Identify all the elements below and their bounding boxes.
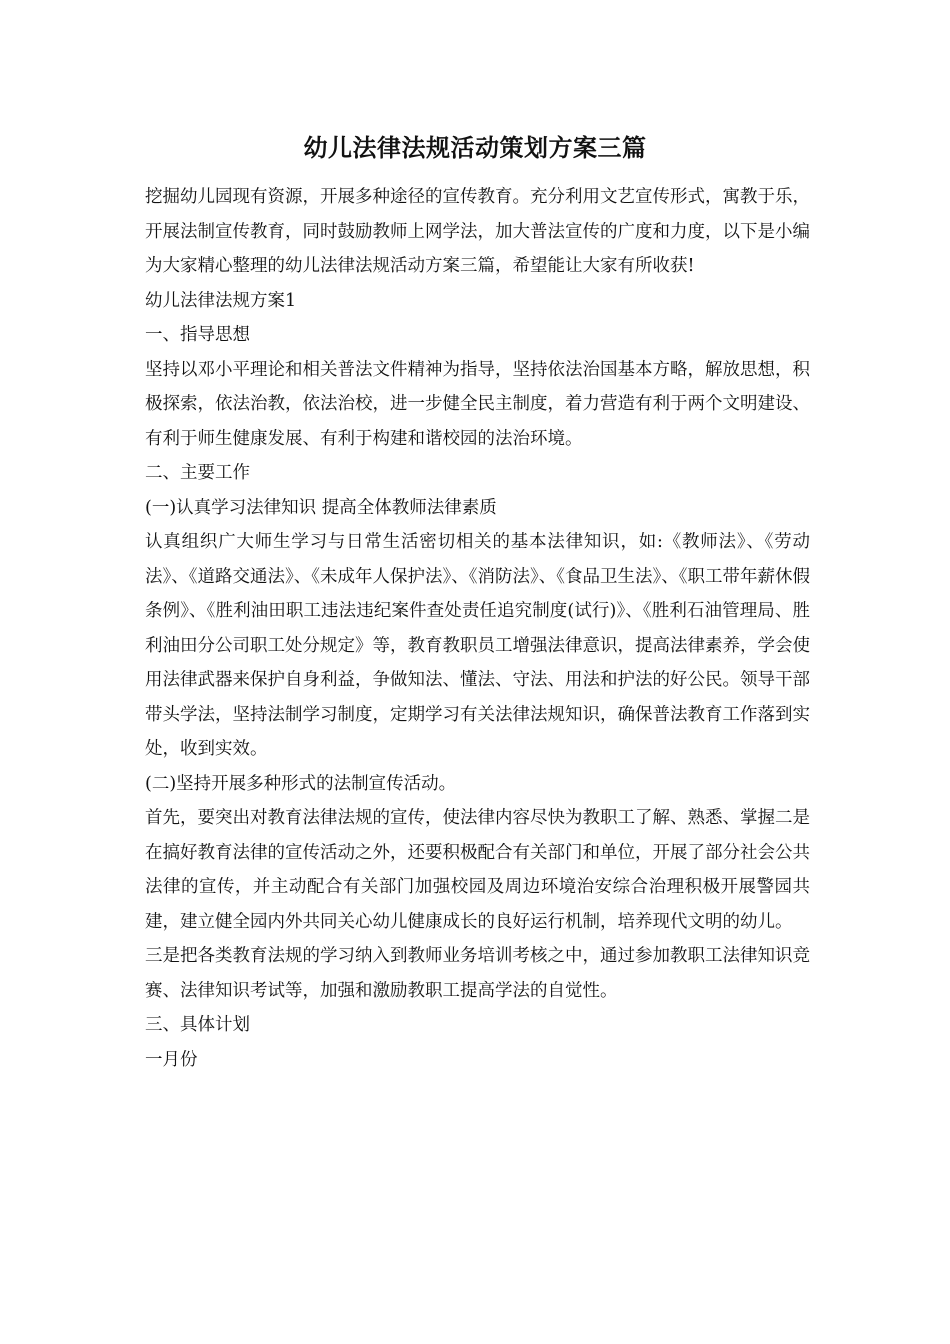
document-title: 幼儿法律法规活动策划方案三篇	[303, 133, 647, 162]
month-label: 一月份	[145, 1049, 198, 1070]
part1-heading: 一、指导思想	[145, 325, 250, 345]
part2-heading: 二、主要工作	[145, 463, 250, 483]
part3-heading: 三、具体计划	[145, 1015, 250, 1035]
part2-paragraph-1: 认真组织广大师生学习与日常生活密切相关的基本法律知识，如:《教师法》、《劳动法》、《道路交通法》、《未成年人保护法》、《消防法》、《食品卫生法》、《职工带年薪休假条例》、《胜利油田职工违法违纪案件查处责任追究制度(试行)》、《胜利石油管理局、胜利油田分公司职工处分规定》等，教育教职员工增强法律意识，提高法律素养，学会使用法律武器来保护自身利益，争做知法、懂法、守法、用法和护法的好公民。领导干部带头学法，坚持法制学习制度，定期学习有关法律法规知识，确保普法教育工作落到实处，收到实效。	[145, 532, 810, 759]
part1-paragraph: 坚持以邓小平理论和相关普法文件精神为指导，坚持依法治国基本方略，解放思想，积极探索，依法治教，依法治校，进一步健全民主制度，着力营造有利于两个文明建设、有利于师生健康发展、有利于构建和谐校园的法治环境。	[145, 359, 810, 449]
section-heading: 幼儿法律法规方案1	[145, 290, 297, 311]
part2-subheading-1: (一)认真学习法律知识 提高全体教师法律素质	[145, 497, 497, 518]
part2-paragraph-3: 三是把各类教育法规的学习纳入到教师业务培训考核之中，通过参加教职工法律知识竞赛、法律知识考试等，加强和激励教职工提高学法的自觉性。	[145, 946, 810, 1001]
part2-subheading-2: (二)坚持开展多种形式的法制宣传活动。	[145, 773, 457, 794]
part2-paragraph-2: 首先，要突出对教育法律法规的宣传，使法律内容尽快为教职工了解、熟悉、掌握二是在搞好教育法律的宣传活动之外，还要积极配合有关部门和单位，开展了部分社会公共法律的宣传，并主动配合有关部门加强校园及周边环境治安综合治理积极开展警园共建，建立健全园内外共同关心幼儿健康成长的良好运行机制，培养现代文明的幼儿。	[145, 808, 810, 932]
intro-paragraph: 挖掘幼儿园现有资源，开展多种途径的宣传教育。充分利用文艺宣传形式，寓教于乐，开展法制宣传教育，同时鼓励教师上网学法，加大普法宣传的广度和力度，以下是小编为大家精心整理的幼儿法律法规活动方案三篇，希望能让大家有所收获!	[145, 187, 810, 276]
document-body	[145, 180, 810, 1077]
